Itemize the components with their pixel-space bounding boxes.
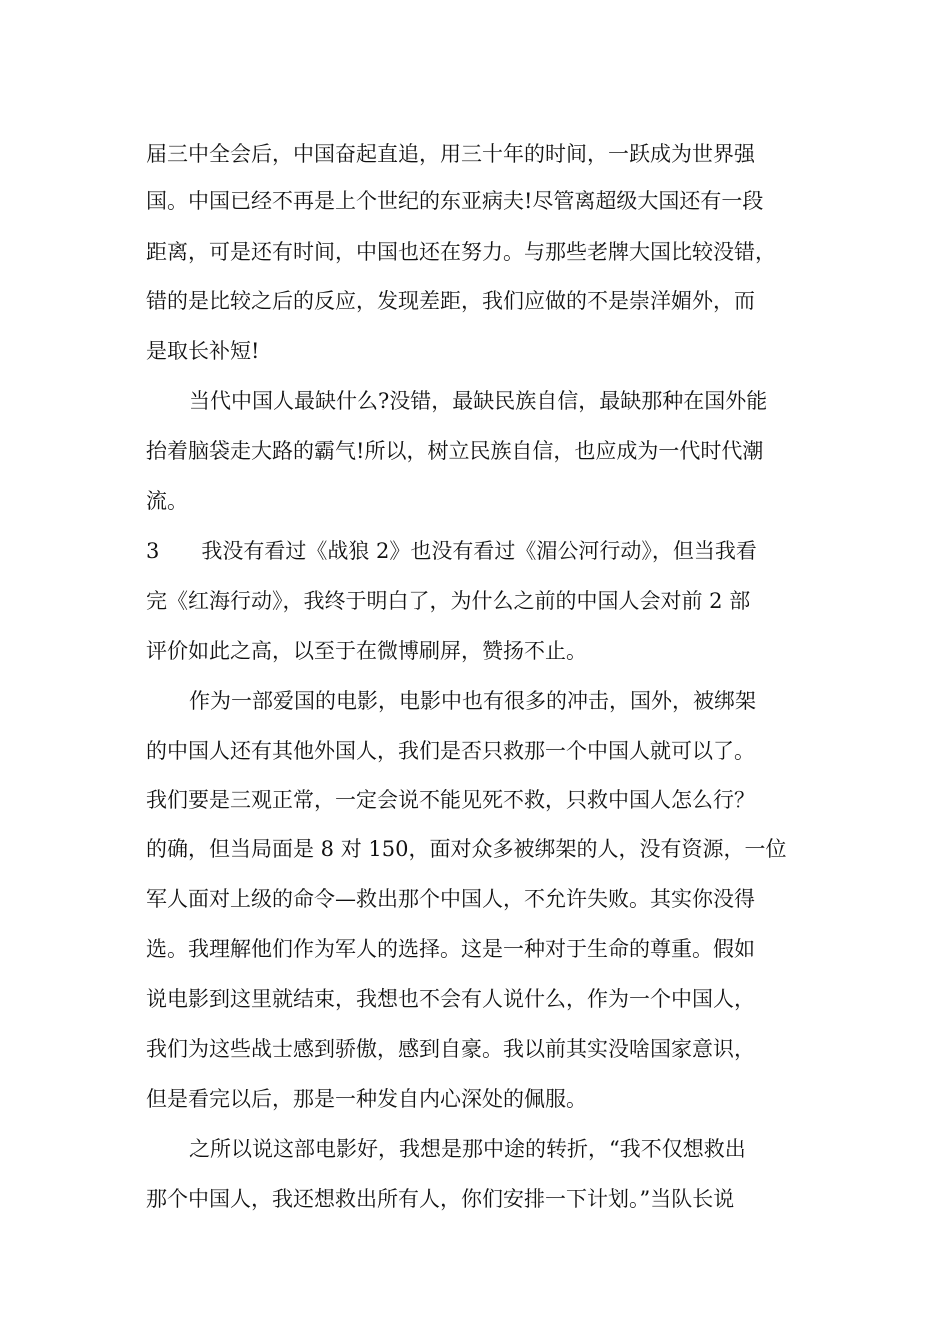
text-line-12: 作为一部爱国的电影，电影中也有很多的冲击，国外，被绑架 [189,689,756,713]
text-line-18: 说电影到这里就结束，我想也不会有人说什么，作为一个中国人， [146,987,755,1011]
text-line-10: 完《红海行动》，我终于明白了，为什么之前的中国人会对前 2 部 [146,589,751,613]
text-line-5: 是取长补短! [146,339,260,363]
text-line-19: 我们为这些战士感到骄傲，感到自豪。我以前其实没啥国家意识， [146,1037,755,1061]
text-line-22: 那个中国人，我还想救出所有人，你们安排一下计划。”当队长说 [146,1187,735,1211]
text-line-14: 我们要是三观正常，一定会说不能见死不救，只救中国人怎么行？ [146,788,755,812]
text-line-9: 3 我没有看过《战狼 2》也没有看过《湄公河行动》，但当我看 [146,539,757,563]
text-line-21: 之所以说这部电影好，我想是那中途的转折，“我不仅想救出 [189,1137,746,1161]
text-line-8: 流。 [146,489,188,513]
text-line-13: 的中国人还有其他外国人，我们是否只救那一个中国人就可以了。 [146,739,755,763]
text-line-4: 错的是比较之后的反应，发现差距，我们应做的不是崇洋媚外，而 [146,289,755,313]
text-line-16: 军人面对上级的命令—救出那个中国人，不允许失败。其实你没得 [146,887,755,911]
text-line-15: 的确，但当局面是 8 对 150，面对众多被绑架的人，没有资源，一位 [146,837,787,861]
text-line-7: 抬着脑袋走大路的霸气!所以，树立民族自信，也应成为一代时代潮 [146,439,764,463]
text-line-3: 距离，可是还有时间，中国也还在努力。与那些老牌大国比较没错， [146,240,776,264]
text-line-6: 当代中国人最缺什么?没错，最缺民族自信，最缺那种在国外能 [189,389,768,413]
text-line-1: 届三中全会后，中国奋起直追，用三十年的时间，一跃成为世界强 [146,142,755,166]
text-line-20: 但是看完以后，那是一种发自内心深处的佩服。 [146,1087,587,1111]
text-line-11: 评价如此之高，以至于在微博刷屏，赞扬不止。 [146,639,587,663]
text-line-2: 国。中国已经不再是上个世纪的东亚病夫!尽管离超级大国还有一段 [146,189,764,213]
text-line-17: 选。我理解他们作为军人的选择。这是一种对于生命的尊重。假如 [146,937,755,961]
